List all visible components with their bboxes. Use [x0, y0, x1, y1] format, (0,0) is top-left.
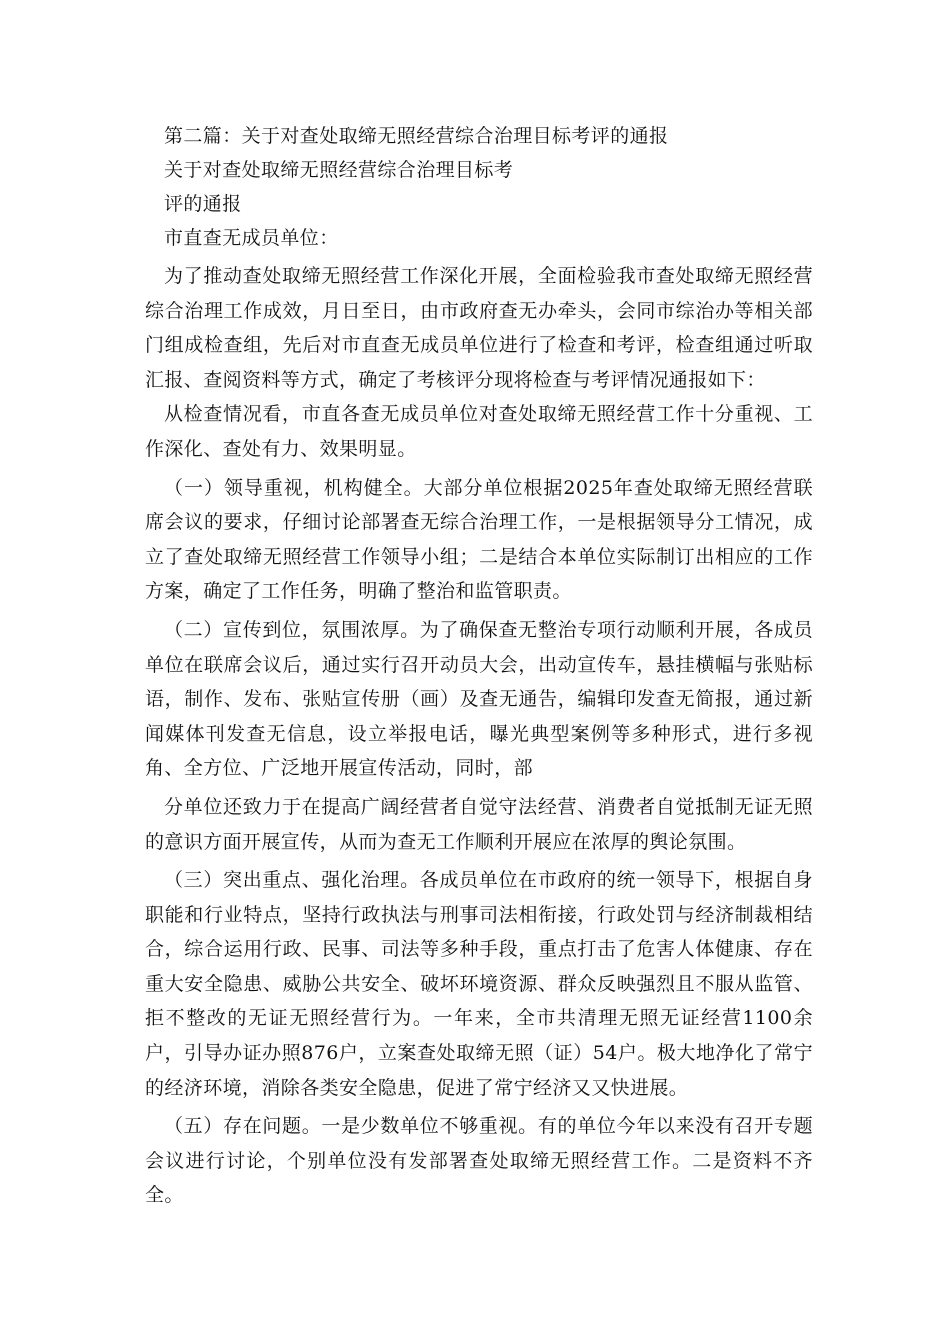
document-title-line-1: 第二篇：关于对查处取缔无照经营综合治理目标考评的通报 — [164, 125, 669, 147]
document-title-line-2: 关于对查处取缔无照经营综合治理目标考 — [164, 159, 514, 181]
paragraph-item-one: （一）领导重视，机构健全。大部分单位根据2025年查处取缔无照经营联席会议的要求，仔细讨论部署查无综合治理工作，一是根据领导分工情况，成立了查处取缔无照经营工作领导小组；二是结合本单位实际制订出相应的工作方案，确定了工作任务，明确了整治和监管职责。 — [145, 476, 813, 603]
document-title-line-3: 评的通报 — [164, 193, 242, 215]
document-body — [145, 119, 813, 1213]
paragraph-item-two: （二）宣传到位，氛围浓厚。为了确保查无整治专项行动顺利开展，各成员单位在联席会议后，通过实行召开动员大会，出动宣传车，悬挂横幅与张贴标语，制作、发布、张贴宣传册（画）及查无通告，编辑印发查无简报，通过新闻媒体刊发查无信息，设立举报电话，曝光典型案例等多种形式，进行多视角、全方位、广泛地开展宣传活动，同时，部 — [145, 618, 813, 780]
paragraph-item-two-continued: 分单位还致力于在提高广阔经营者自觉守法经营、消费者自觉抵制无证无照的意识方面开展宣传，从而为查无工作顺利开展应在浓厚的舆论氛围。 — [145, 795, 813, 853]
paragraph-overview: 从检查情况看，市直各查无成员单位对查处取缔无照经营工作十分重视、工作深化、查处有力、效果明显。 — [145, 403, 813, 460]
paragraph-item-three: （三）突出重点、强化治理。各成员单位在市政府的统一领导下，根据自身职能和行业特点，坚持行政执法与刑事司法相衔接，行政处罚与经济制裁相结合，综合运用行政、民事、司法等多种手段，重点打击了危害人体健康、存在重大安全隐患、威胁公共安全、破坏环境资源、群众反映强烈且不服从监管、拒不整改的无证无照经营行为。一年来，全市共清理无照无证经营1100余户，引导办证办照876户，立案查处取缔无照（证）54户。极大地净化了常宁的经济环境，消除各类安全隐患，促进了常宁经济又又快进展。 — [145, 869, 813, 1099]
paragraph-item-five: （五）存在问题。一是少数单位不够重视。有的单位今年以来没有召开专题会议进行讨论，个别单位没有发部署查处取缔无照经营工作。二是资料不齐全。 — [145, 1115, 813, 1207]
salutation: 市直查无成员单位： — [164, 227, 339, 249]
paragraph-intro: 为了推动查处取缔无照经营工作深化开展，全面检验我市查处取缔无照经营综合治理工作成效，月日至日，由市政府查无办牵头，会同市综治办等相关部门组成检查组，先后对市直查无成员单位进行了检查和考评，检查组通过听取汇报、查阅资料等方式，确定了考核评分现将检查与考评情况通报如下： — [145, 265, 813, 391]
